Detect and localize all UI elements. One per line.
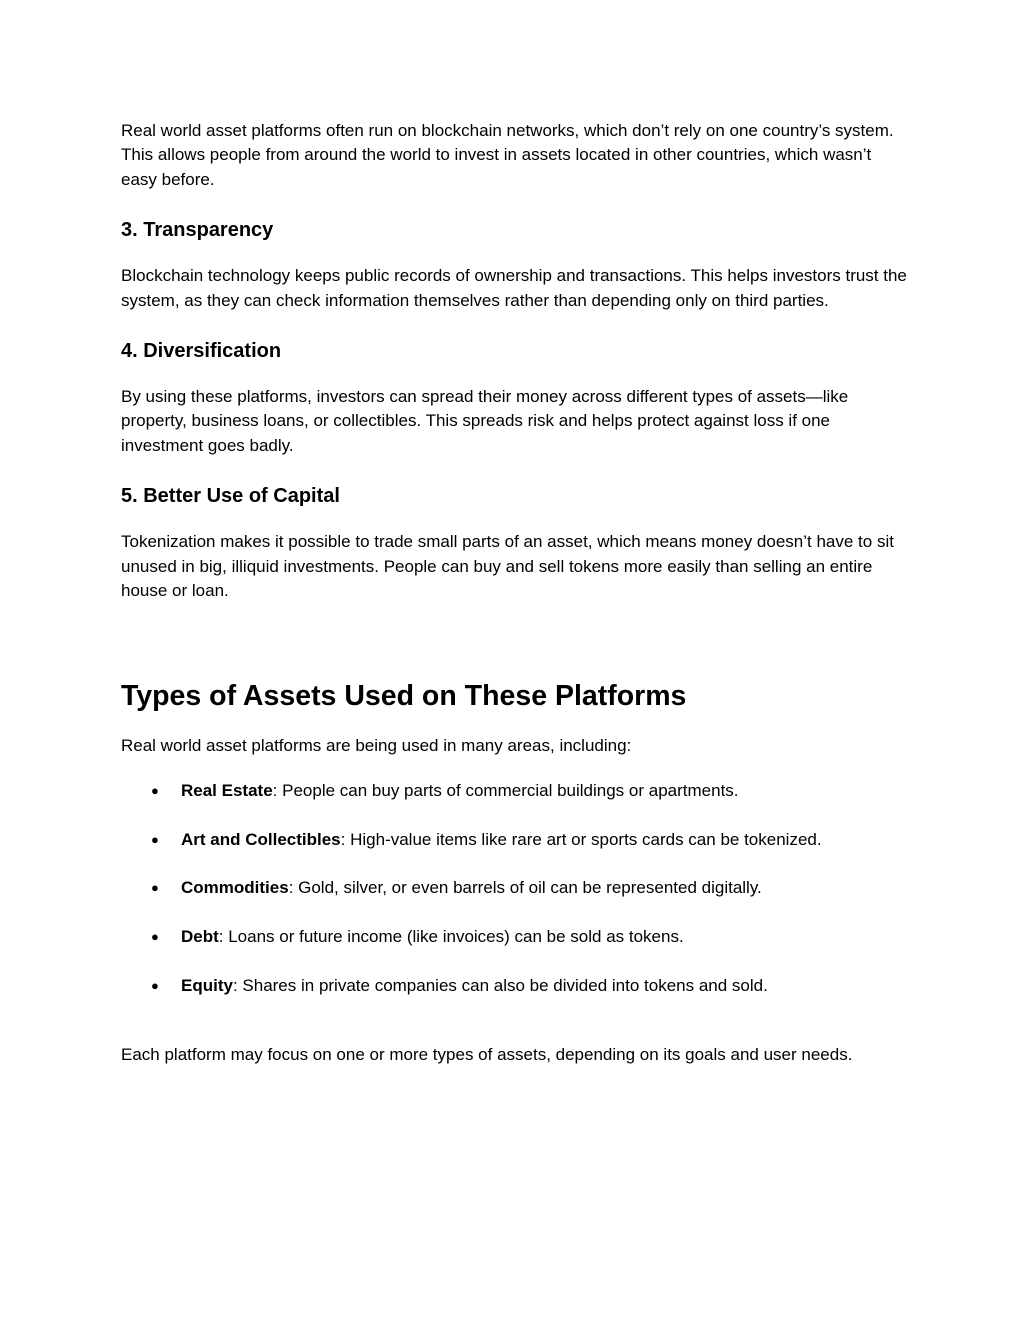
- closing-paragraph: Each platform may focus on one or more types of assets, depending on its goals and user needs.: [121, 1045, 853, 1065]
- bullet-icon: ●: [151, 978, 159, 994]
- list-item-desc: : Loans or future income (like invoices) can be sold as tokens.: [218, 927, 684, 947]
- list-item-desc: : People can buy parts of commercial buildings or apartments.: [272, 780, 739, 800]
- list-item-term: Commodities: [181, 878, 289, 898]
- assets-heading: Types of Assets Used on These Platforms: [121, 680, 687, 713]
- bullet-icon: ●: [151, 831, 159, 847]
- section-body-capital: Tokenization makes it possible to trade small parts of an asset, which means money doesn’t have to sit unused in big, illiquid investments. People can buy and sell tokens more easily than selling an entire house or loan.: [121, 532, 894, 601]
- list-item-equity: [121, 974, 911, 998]
- section-body-diversification: By using these platforms, investors can spread their money across different types of assets—like property, business loans, or collectibles. This spreads risk and helps protect against loss if one investment goes badly.: [121, 387, 849, 455]
- list-item-desc: : Gold, silver, or even barrels of oil can be represented digitally.: [288, 878, 762, 898]
- intro-paragraph: Real world asset platforms often run on blockchain networks, which don’t rely on one country’s system. This allows people from around the world to invest in assets located in other countries, which wasn’t easy before.: [121, 121, 894, 189]
- document-page: [121, 119, 911, 1068]
- asset-type-list: [121, 779, 911, 999]
- list-item-debt: [121, 925, 911, 949]
- bullet-icon: ●: [151, 782, 159, 798]
- bullet-icon: ●: [151, 929, 159, 945]
- section-heading-capital: 5. Better Use of Capital: [121, 485, 340, 508]
- list-item-desc: : Shares in private companies can also be divided into tokens and sold.: [232, 976, 768, 996]
- list-item-term: Debt: [181, 927, 219, 947]
- list-item-term: Art and Collectibles: [181, 829, 341, 849]
- list-item-art: [121, 828, 911, 852]
- list-item-term: Equity: [181, 976, 233, 996]
- section-heading-transparency: 3. Transparency: [121, 219, 274, 242]
- section-body-transparency: Blockchain technology keeps public records of ownership and transactions. This helps investors trust the system, as they can check information themselves rather than depending only on third parties.: [121, 266, 907, 310]
- assets-intro: Real world asset platforms are being used in many areas, including:: [121, 736, 632, 756]
- list-item-term: Real Estate: [181, 780, 273, 800]
- list-item-commodities: [121, 876, 911, 900]
- bullet-icon: ●: [151, 880, 159, 896]
- list-item-real-estate: [121, 779, 911, 803]
- list-item-desc: : High-value items like rare art or sports cards can be tokenized.: [340, 829, 822, 849]
- section-heading-diversification: 4. Diversification: [121, 340, 282, 363]
